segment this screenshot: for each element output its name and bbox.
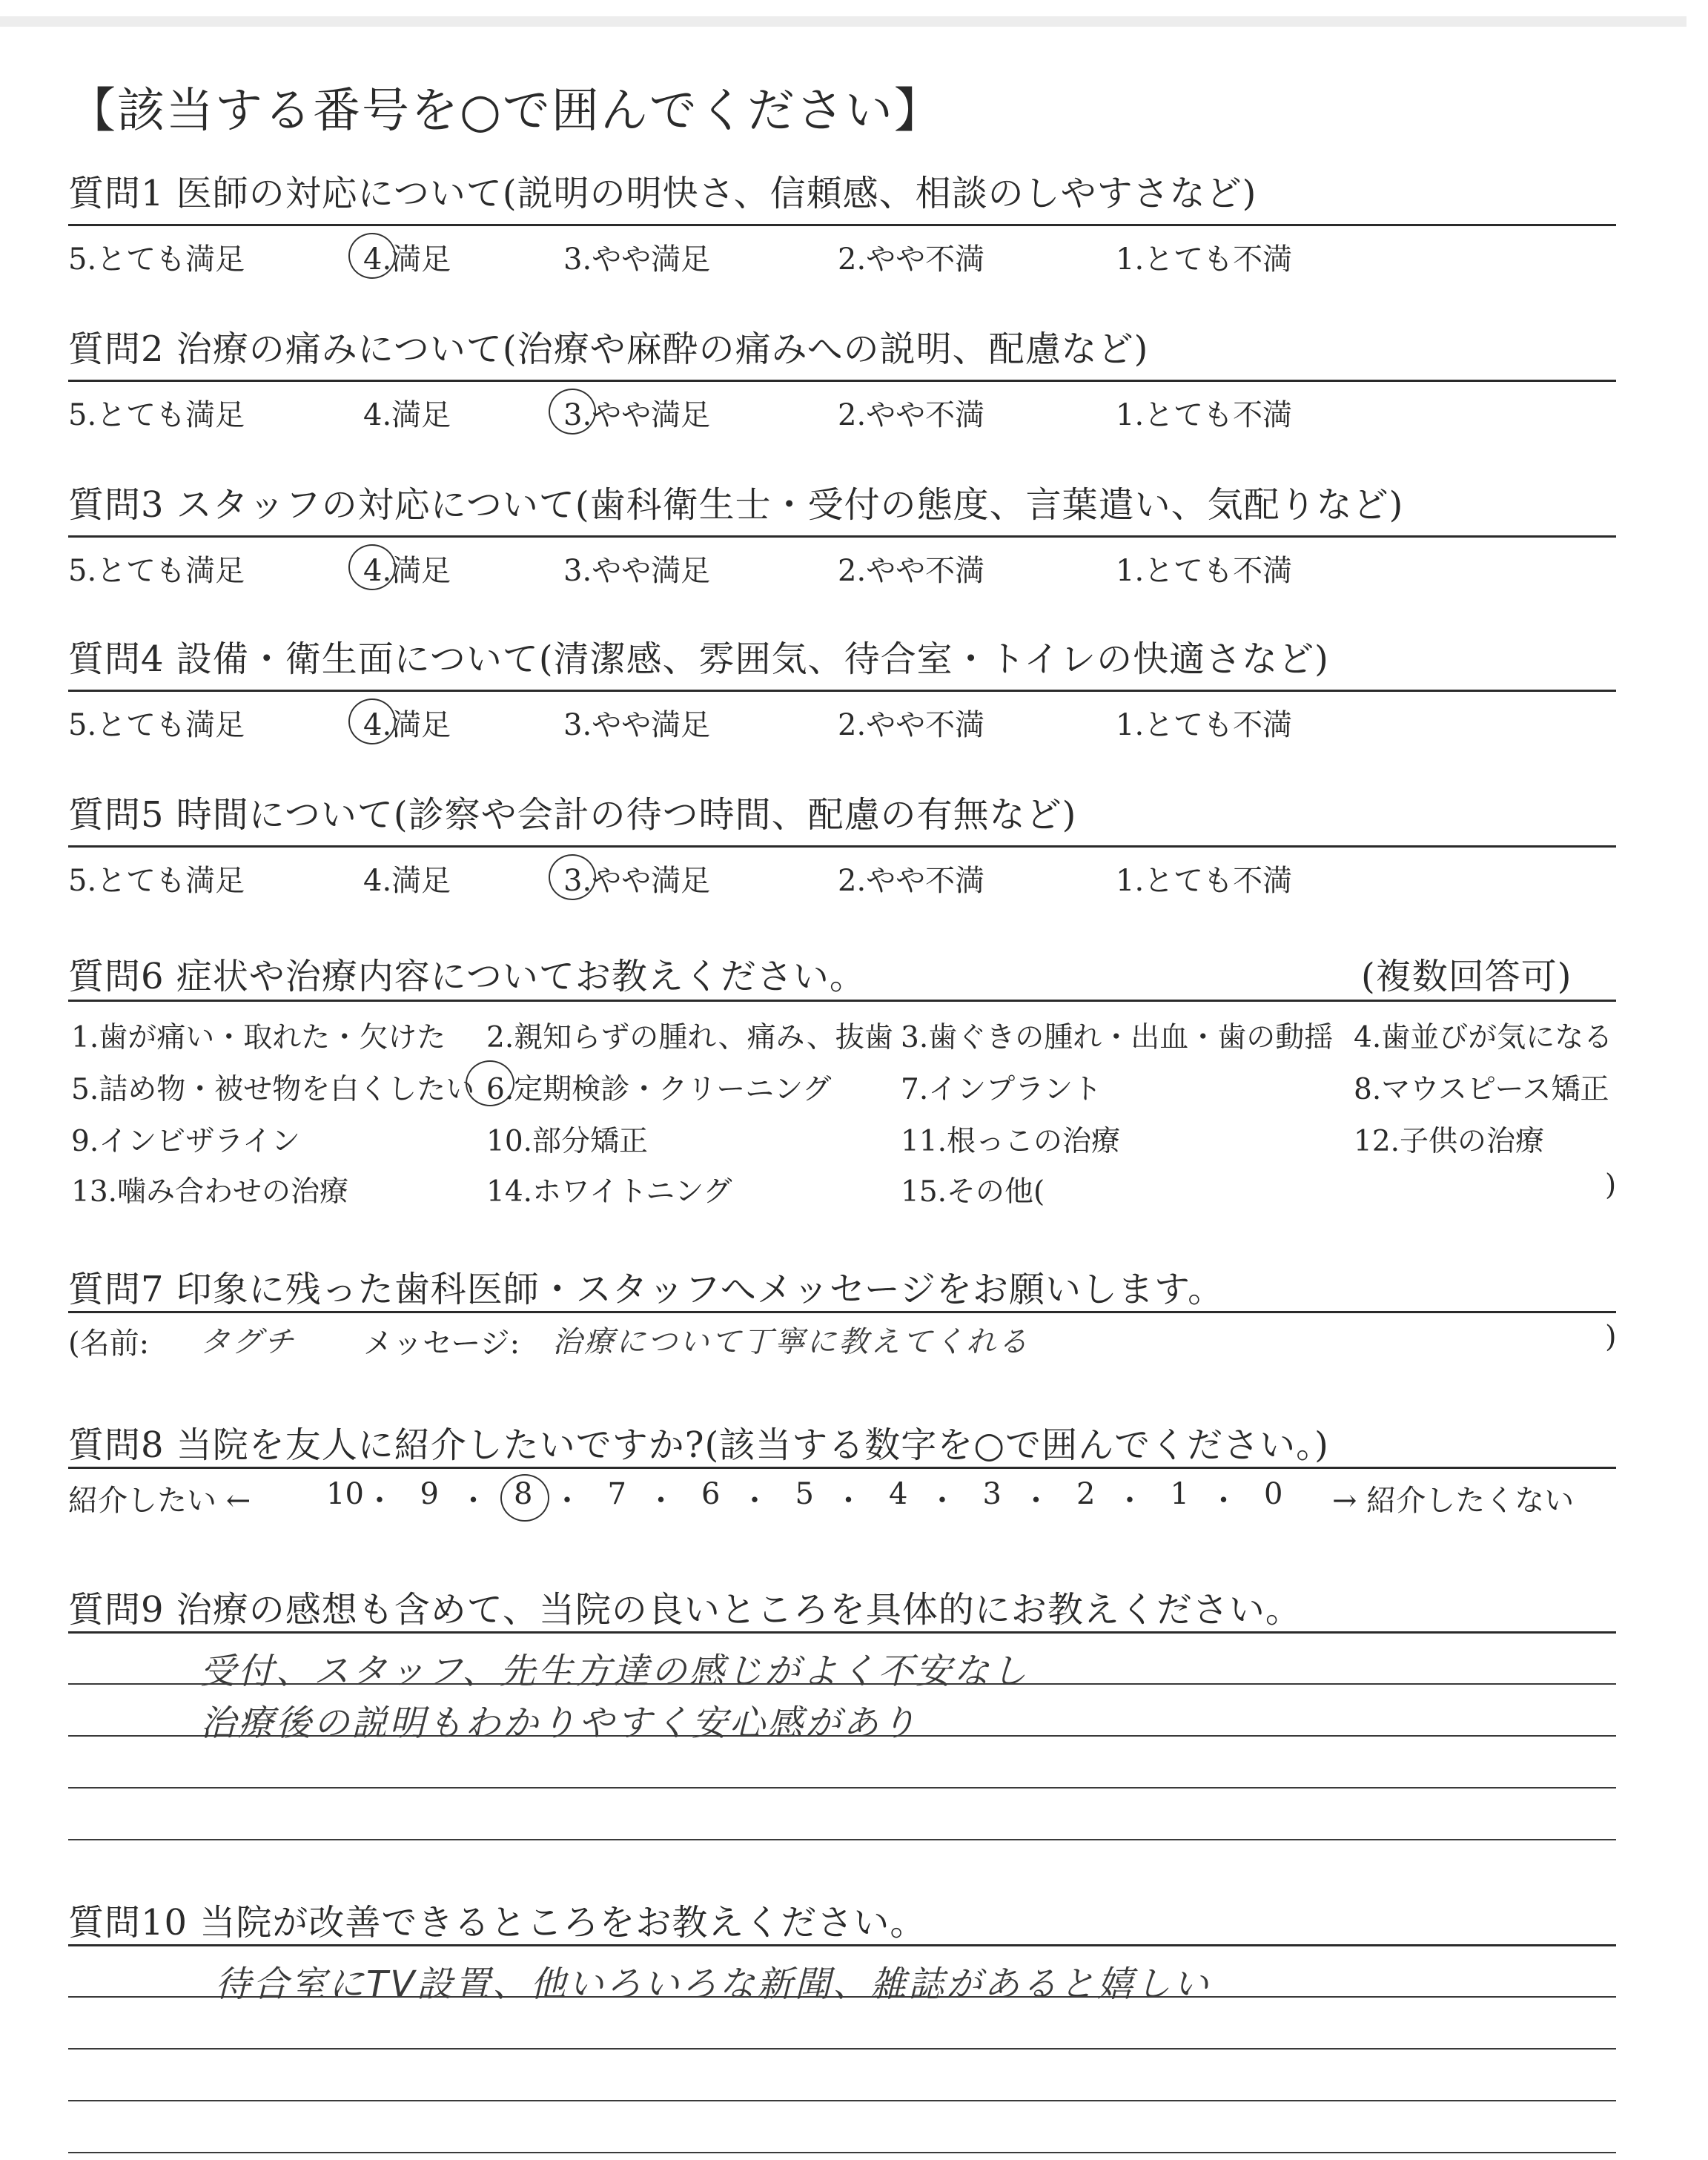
q3-option: 1.とても不満 — [1116, 554, 1293, 588]
q6-option: 7.インプラント — [901, 1073, 1102, 1106]
q5-selected-circle — [549, 854, 596, 900]
q8-scale-number: 8 — [514, 1477, 533, 1511]
q6-selected-circle — [466, 1060, 514, 1106]
q8-scale-number: 4 — [889, 1477, 908, 1511]
q8-scale-dot: ・ — [1115, 1484, 1145, 1518]
q7-rule — [68, 1311, 1616, 1313]
q10-title: 質問10 当院が改善できるところをお教えください。 — [68, 1902, 927, 1943]
q5-title: 質問5 時間について(診察や会計の待つ時間、配慮の有無など) — [68, 794, 1077, 836]
q1-option: 1.とても不満 — [1116, 242, 1293, 277]
q6-option: 10.部分矯正 — [486, 1125, 649, 1158]
q2-option: 5.とても満足 — [68, 398, 245, 432]
q8-scale-dot: ・ — [1021, 1484, 1051, 1518]
q5-option: 3.やや満足 — [563, 864, 711, 898]
q9-answer-line — [68, 1787, 1616, 1789]
q3-title: 質問3 スタッフの対応について(歯科衛生士・受付の態度、言葉遣い、気配りなど) — [68, 484, 1404, 526]
q8-scale-number: 10 — [326, 1477, 364, 1511]
q2-rule — [68, 380, 1616, 382]
q9-rule — [68, 1631, 1616, 1634]
q5-option: 5.とても満足 — [68, 864, 245, 898]
q8-scale-dot: ・ — [833, 1484, 864, 1518]
q6-option: 14.ホワイトニング — [486, 1175, 732, 1209]
q10-rule — [68, 1944, 1616, 1946]
q10-answer-line — [68, 2048, 1616, 2050]
q8-scale-number: 5 — [795, 1477, 814, 1511]
q3-option: 3.やや満足 — [563, 554, 711, 588]
q8-scale-dot: ・ — [365, 1484, 394, 1518]
q6-title: 質問6 症状や治療内容についてお教えください。 — [68, 956, 866, 997]
q6-option: 11.根っこの治療 — [901, 1125, 1121, 1158]
q3-selected-circle — [348, 544, 396, 590]
q4-option: 1.とても不満 — [1116, 708, 1293, 742]
q9-answer-text: 受付、スタッフ、先生方達の感じがよく不安なし — [200, 1651, 1030, 1692]
q4-rule — [68, 690, 1616, 692]
q6-option: 6.定期検診・クリーニング — [486, 1073, 832, 1106]
q8-scale-dot: ・ — [740, 1484, 769, 1518]
q1-option: 4.満足 — [363, 242, 451, 277]
q2-option: 2.やや不満 — [838, 398, 985, 432]
q6-option: 13.噛み合わせの治療 — [71, 1175, 349, 1209]
q4-option: 3.やや満足 — [563, 708, 711, 742]
q8-scale-dot: ・ — [1208, 1484, 1239, 1518]
form-heading: 【該当する番号を○で囲んでください】 — [68, 84, 943, 139]
q5-option: 2.やや不満 — [838, 864, 985, 898]
q8-title: 質問8 当院を友人に紹介したいですか?(該当する数字を○で囲んでください。) — [68, 1424, 1329, 1466]
q9-title: 質問9 治療の感想も含めて、当院の良いところを具体的にお教えください。 — [68, 1589, 1302, 1631]
q1-selected-circle — [348, 233, 396, 279]
q2-option: 1.とても不満 — [1116, 398, 1293, 432]
q7-title: 質問7 印象に残った歯科医師・スタッフへメッセージをお願いします。 — [68, 1269, 1225, 1310]
q4-title: 質問4 設備・衛生面について(清潔感、雰囲気、待合室・トイレの快適さなど) — [68, 638, 1329, 680]
q1-option: 5.とても満足 — [68, 242, 245, 277]
q8-rule — [68, 1467, 1616, 1469]
q9-answer-line — [68, 1839, 1616, 1840]
q8-scale-number: 9 — [420, 1477, 439, 1511]
q7-close-paren: ) — [1605, 1320, 1617, 1354]
q6-option: 2.親知らずの腫れ、痛み、抜歯 — [486, 1021, 893, 1054]
q8-scale-number: 7 — [607, 1477, 626, 1511]
q8-scale-number: 2 — [1076, 1477, 1096, 1511]
q8-scale-number: 3 — [982, 1477, 1002, 1511]
q5-option: 1.とても不満 — [1116, 864, 1293, 898]
q3-rule — [68, 535, 1616, 538]
q8-scale-number: 6 — [701, 1477, 721, 1511]
q10-answer-line — [68, 2100, 1616, 2101]
q6-rule — [68, 1000, 1616, 1002]
q6-option: 8.マウスピース矯正 — [1354, 1073, 1609, 1106]
q6-option: 12.子供の治療 — [1354, 1125, 1545, 1158]
scan-edge — [0, 16, 1687, 27]
q4-option: 5.とても満足 — [68, 708, 245, 742]
q8-scale-dot: ・ — [927, 1484, 957, 1518]
q6-option: 15.その他( — [901, 1175, 1045, 1209]
q1-option: 3.やや満足 — [563, 242, 711, 277]
q4-selected-circle — [348, 698, 396, 744]
q3-option: 5.とても満足 — [68, 554, 245, 588]
q2-selected-circle — [549, 389, 596, 435]
q8-selected-circle — [500, 1474, 549, 1522]
q5-rule — [68, 845, 1616, 848]
q4-option: 4.満足 — [363, 708, 451, 742]
q7-name-value: タグチ — [200, 1325, 296, 1359]
q7-message-label: メッセージ: — [363, 1327, 520, 1361]
q6-option: 5.詰め物・被せ物を白くしたい — [71, 1073, 475, 1106]
q5-option: 4.満足 — [363, 864, 451, 898]
q1-title: 質問1 医師の対応について(説明の明快さ、信頼感、相談のしやすさなど) — [68, 173, 1257, 214]
q8-scale-dot: ・ — [646, 1484, 676, 1518]
q7-name-label: (名前: — [68, 1327, 150, 1361]
q2-option: 3.やや満足 — [563, 398, 711, 432]
q6-option: 1.歯が痛い・取れた・欠けた — [71, 1021, 446, 1054]
q1-rule — [68, 224, 1616, 226]
q2-title: 質問2 治療の痛みについて(治療や麻酔の痛みへの説明、配慮など) — [68, 328, 1149, 370]
q10-answer-line — [68, 2152, 1616, 2153]
q6-option: 4.歯並びが気になる — [1354, 1021, 1613, 1054]
q8-scale-number: 0 — [1264, 1477, 1283, 1511]
q8-scale-dot: ・ — [552, 1484, 582, 1518]
q8-right-label: → 紹介したくない — [1332, 1484, 1575, 1518]
q10-answer-text: 待合室にTV設置、他いろいろな新聞、雑誌があると嬉しい — [215, 1964, 1211, 2005]
q8-scale-dot: ・ — [458, 1484, 489, 1518]
q4-option: 2.やや不満 — [838, 708, 985, 742]
q9-answer-text: 治療後の説明もわかりやすく安心感があり — [200, 1702, 919, 1744]
q6-option: 9.インビザライン — [71, 1125, 301, 1158]
q3-option: 2.やや不満 — [838, 554, 985, 588]
q8-scale-number: 1 — [1170, 1477, 1189, 1511]
q6-close-paren: ) — [1605, 1169, 1617, 1202]
q7-message-value: 治療について丁寧に教えてくれる — [552, 1325, 1030, 1359]
q6-note: (複数回答可) — [1361, 956, 1572, 997]
q3-option: 4.満足 — [363, 554, 451, 588]
q8-left-label: 紹介したい ← — [68, 1484, 251, 1518]
q6-option: 3.歯ぐきの腫れ・出血・歯の動揺 — [901, 1021, 1334, 1054]
q1-option: 2.やや不満 — [838, 242, 985, 277]
q2-option: 4.満足 — [363, 398, 451, 432]
